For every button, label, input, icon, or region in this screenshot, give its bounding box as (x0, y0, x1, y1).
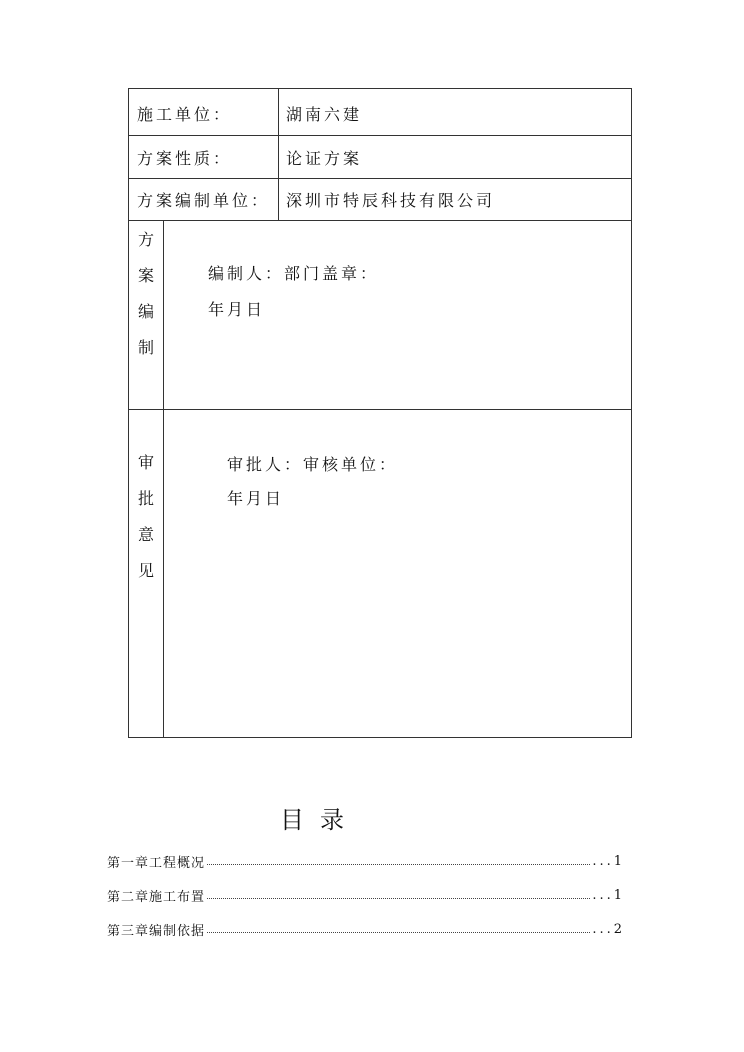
compile-side-char: 方 (137, 230, 154, 249)
toc-entry-label: 第一章工程概况 (107, 855, 206, 871)
row-divider (129, 220, 631, 221)
row-divider (129, 409, 631, 410)
approval-signer-line: 审批人：审核单位： (227, 455, 399, 474)
column-divider (163, 220, 164, 738)
toc-leader-dots (207, 864, 590, 865)
toc-entry-label: 第三章编制依据 (107, 923, 206, 939)
approval-section-label (137, 445, 155, 589)
approval-side-char: 见 (137, 561, 154, 580)
toc-entry-label: 第二章施工布置 (107, 889, 206, 905)
toc-entry-page: ...2 (592, 921, 625, 937)
compile-section-label (137, 222, 155, 366)
compile-side-char: 案 (137, 266, 154, 285)
column-divider (278, 89, 279, 220)
plan-author-unit-value: 深圳市特辰科技有限公司 (286, 191, 496, 210)
compile-side-char: 编 (137, 302, 154, 321)
toc-title: 目录 (280, 806, 360, 834)
plan-nature-value: 论证方案 (286, 149, 363, 168)
toc-entry[interactable] (107, 886, 625, 904)
plan-nature-label: 方案性质： (137, 149, 233, 168)
plan-author-unit-label: 方案编制单位： (137, 191, 271, 210)
toc-entry[interactable] (107, 920, 625, 938)
row-divider (129, 178, 631, 179)
construction-unit-label: 施工单位： (137, 105, 233, 124)
approval-side-char: 审 (137, 453, 154, 472)
toc-leader-dots (207, 898, 590, 899)
approval-side-char: 意 (137, 525, 154, 544)
toc-leader-dots (207, 932, 590, 933)
row-divider (129, 135, 631, 136)
compile-side-char: 制 (137, 338, 154, 357)
toc-entry-page: ...1 (592, 887, 625, 903)
approval-form-table (128, 88, 632, 738)
approval-date-line: 年月日 (227, 489, 285, 508)
compile-date-line: 年月日 (208, 300, 266, 319)
construction-unit-value: 湖南六建 (286, 105, 363, 124)
toc-entry-page: ...1 (592, 853, 625, 869)
toc-entry[interactable] (107, 852, 625, 870)
compile-signer-line: 编制人：部门盖章： (208, 264, 380, 283)
approval-side-char: 批 (137, 489, 154, 508)
